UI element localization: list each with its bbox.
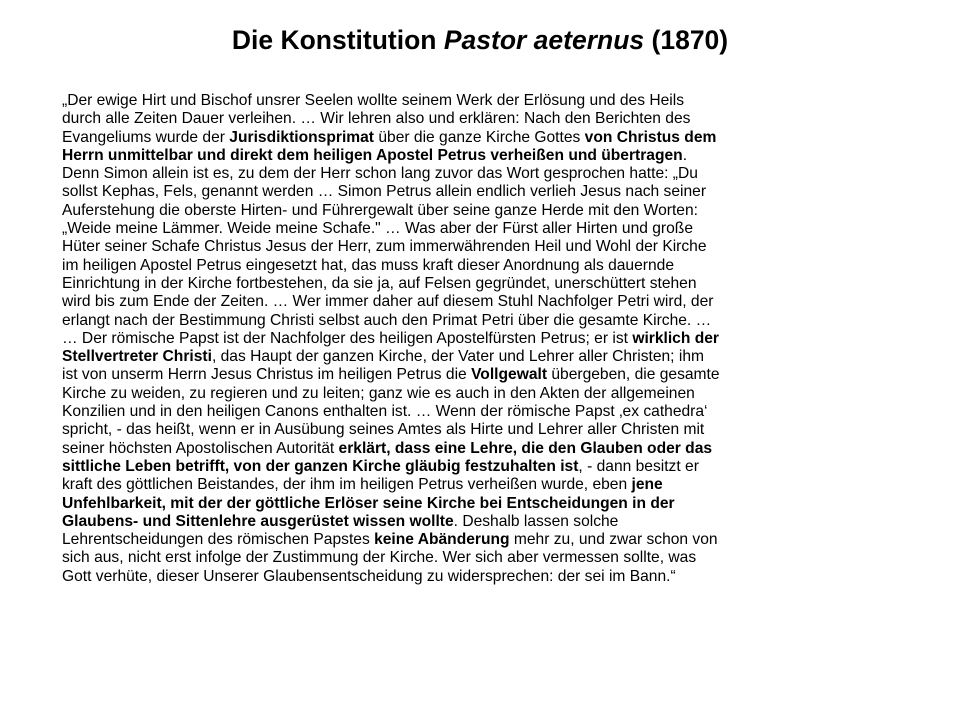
quote-line	[62, 440, 924, 458]
quote-line	[62, 513, 924, 531]
quote-text: wird bis zum Ende der Zeiten. … Wer immer daher auf diesem Stuhl Nachfolger Petri wird, der	[62, 293, 714, 311]
quote-text: ist von unserm Herrn Jesus Christus im heiligen Petrus die	[62, 366, 472, 384]
quote-line	[62, 366, 924, 384]
quote-text: durch alle Zeiten Dauer verleihen. … Wir lehren also und erklären: Nach den Berichten des	[62, 110, 691, 128]
quote-text: , - dann besitzt er	[578, 457, 699, 475]
quote-line	[62, 293, 924, 311]
quote-emphasis: keine Abänderung	[374, 531, 510, 549]
quote-emphasis: Jurisdiktionsprimat	[229, 128, 375, 146]
slide-title	[0, 22, 960, 58]
quote-line	[62, 330, 924, 348]
quote-text: Lehrentscheidungen des römischen Papstes	[62, 531, 375, 549]
quote-text: … Der römische Papst ist der Nachfolger des heiligen Apostelfürsten Petrus; er ist	[62, 329, 633, 347]
quote-text: erlangt nach der Bestimmung Christi selbst auch den Primat Petri über die gesamte Kirche. …	[62, 311, 712, 329]
quote-line	[62, 348, 924, 366]
quote-emphasis: Vollgewalt	[471, 366, 548, 384]
quote-emphasis: Glaubens- und Sittenlehre ausgerüstet wissen wollte	[62, 512, 454, 530]
quote-line	[62, 183, 924, 201]
quote-line	[62, 385, 924, 403]
quote-line	[62, 220, 924, 238]
quote-line	[62, 110, 924, 128]
quote-line	[62, 238, 924, 256]
quote-text: mehr zu, und zwar schon von	[509, 531, 718, 549]
quote-emphasis: jene	[631, 476, 663, 494]
quote-text: Gott verhüte, dieser Unserer Glaubensentscheidung zu widersprechen: der sei im Bann.“	[62, 567, 676, 585]
quote-text: Konzilien und in den heiligen Canons enthalten ist. … Wenn der römische Papst ‚ex cathedra‘	[62, 403, 708, 421]
quote-line	[62, 92, 924, 110]
quote-emphasis: Herrn unmittelbar und direkt dem heiligen Apostel Petrus verheißen und übertragen	[62, 146, 683, 164]
title-italic: Pastor aeternus	[443, 25, 645, 55]
quote-text: Hüter seiner Schafe Christus Jesus der Herr, zum immerwährenden Heil und Wohl der Kirche	[62, 238, 707, 256]
quote-line	[62, 568, 924, 586]
quote-text: kraft des göttlichen Beistandes, der ihm im heiligen Petrus verheißen wurde, eben	[62, 476, 632, 494]
quote-text: spricht, - das heißt, wenn er in Ausübung seines Amtes als Hirte und Lehrer aller Christen mit	[62, 421, 705, 439]
quote-emphasis: Unfehlbarkeit, mit der der göttliche Erlöser seine Kirche bei Entscheidungen in der	[62, 494, 675, 512]
quote-text: .	[682, 146, 688, 164]
quote-emphasis: Stellvertreter Christi	[62, 348, 212, 366]
quote-line	[62, 165, 924, 183]
quote-text: seiner höchsten Apostolischen Autorität	[62, 439, 339, 457]
quote-emphasis: sittliche Leben betrifft, von der ganzen Kirche gläubig festzuhalten ist	[62, 457, 579, 475]
quote-text: „Der ewige Hirt und Bischof unsrer Seelen wollte seinem Werk der Erlösung und des Heils	[62, 92, 685, 109]
quote-emphasis: erklärt, dass eine Lehre, die den Glauben oder das	[338, 439, 713, 457]
quote-line	[62, 403, 924, 421]
quote-text: Kirche zu weiden, zu regieren und zu leiten; ganz wie es auch in den Akten der allgemeinen	[62, 384, 695, 402]
quote-body	[62, 92, 924, 586]
quote-line	[62, 275, 924, 293]
quote-line	[62, 129, 924, 147]
quote-line	[62, 458, 924, 476]
quote-text: Denn Simon allein ist es, zu dem der Herr schon lang zuvor das Wort gesprochen hatte: „Du	[62, 165, 698, 183]
quote-text: sich aus, nicht erst infolge der Zustimmung der Kirche. Wer sich aber vermessen sollte, was	[62, 549, 697, 567]
quote-text: Einrichtung in der Kirche fortbestehen, da sie ja, auf Felsen gegründet, unerschüttert stehen	[62, 274, 697, 292]
quote-line	[62, 312, 924, 330]
quote-text: sollst Kephas, Fels, genannt werden … Simon Petrus allein endlich verlieh Jesus nach seiner	[62, 183, 707, 201]
quote-text: Evangeliums wurde der	[62, 128, 230, 146]
quote-line	[62, 257, 924, 275]
quote-line	[62, 531, 924, 549]
quote-text: . Deshalb lassen solche	[453, 512, 619, 530]
quote-text: im heiligen Apostel Petrus eingesetzt hat, das muss kraft dieser Anordnung als dauernde	[62, 256, 674, 274]
quote-text: , das Haupt der ganzen Kirche, der Vater und Lehrer aller Christen; ihm	[211, 348, 704, 366]
quote-line	[62, 495, 924, 513]
title-suffix: (1870)	[644, 25, 729, 55]
quote-line	[62, 421, 924, 439]
quote-text: übergeben, die gesamte	[547, 366, 720, 384]
quote-emphasis: wirklich der	[632, 329, 719, 347]
quote-line	[62, 476, 924, 494]
quote-text: über die ganze Kirche Gottes	[374, 128, 585, 146]
quote-line	[62, 202, 924, 220]
quote-emphasis: von Christus dem	[584, 128, 717, 146]
quote-text: Auferstehung die oberste Hirten- und Führergewalt über seine ganze Herde mit den Worten:	[62, 201, 698, 219]
title-prefix: Die Konstitution	[231, 25, 444, 55]
quote-text: „Weide meine Lämmer. Weide meine Schafe." … Was aber der Fürst aller Hirten und große	[62, 220, 693, 238]
quote-line	[62, 549, 924, 567]
quote-line	[62, 147, 924, 165]
